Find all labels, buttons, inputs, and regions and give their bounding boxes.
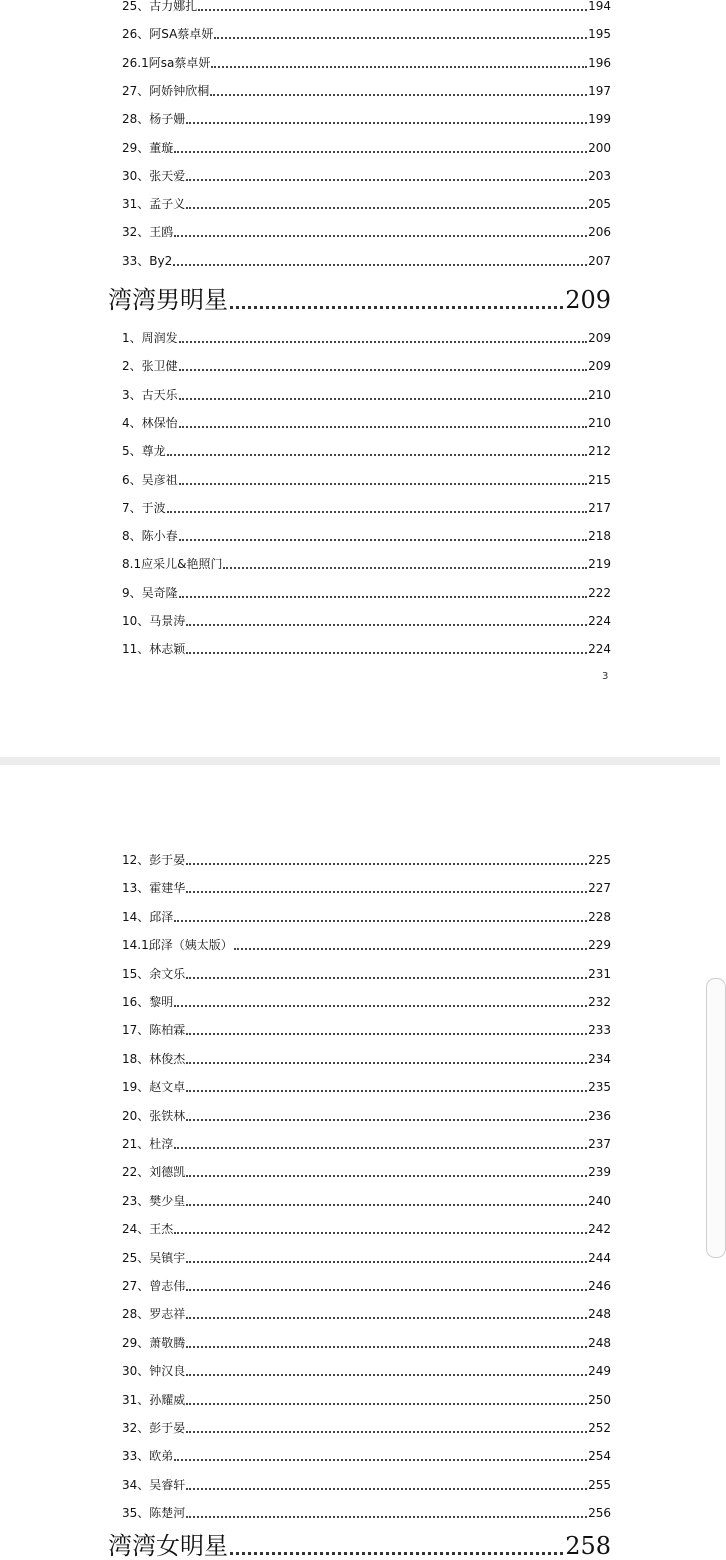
toc-entry-page: 200 [588,140,611,155]
document-page-4 [0,765,720,1540]
toc-heading-label: 湾湾男明星 [108,286,228,314]
toc-entry-page: 224 [588,614,611,628]
dot-leader [186,891,587,893]
toc-entry-label: 2、张卫健 [122,359,178,374]
toc-entry-label: 11、林志颖 [122,642,186,657]
toc-entry-page: 237 [588,1137,611,1151]
dot-leader [186,1317,587,1319]
toc-entry-page: 217 [588,500,611,515]
dot-leader [179,539,587,541]
toc-entry-label: 8.1应采儿&艳照门 [122,557,223,572]
toc-entry-page: 225 [588,853,611,867]
toc-entry[interactable] [122,1246,611,1266]
toc-entry[interactable] [122,249,611,269]
toc-entry-page: 227 [588,881,611,896]
toc-entry[interactable] [122,637,611,657]
toc-entry-page: 233 [588,1023,611,1038]
dot-leader [174,1232,587,1234]
toc-entry-page: 199 [588,112,611,127]
toc-entry-page: 239 [588,1165,611,1180]
toc-entry-page: 197 [588,83,611,98]
toc-heading-partial [0,1524,720,1560]
toc-entry[interactable] [122,1075,611,1095]
toc-entry[interactable] [122,383,611,403]
toc-entry-label: 26.1阿sa蔡卓妍 [122,55,211,70]
toc-entry-label: 21、杜淳 [122,1137,174,1151]
dot-leader [167,454,587,456]
dot-leader [223,567,587,569]
toc-entry-label: 7、于波 [122,500,166,515]
toc-entry-label: 10、马景涛 [122,614,186,628]
toc-entry-label: 33、By2 [122,253,173,268]
toc-heading-label: 湾湾女明星 [108,1532,228,1560]
toc-entry[interactable] [122,136,611,156]
dot-leader [198,9,587,11]
toc-entry-label: 4、林保怡 [122,415,178,430]
dot-leader [174,1459,587,1461]
dot-leader [186,624,587,626]
toc-entry-page: 236 [588,1108,611,1123]
toc-entry-label: 32、王鸥 [122,225,174,240]
toc-entry[interactable] [122,220,611,240]
toc-entry-label: 32、彭于晏 [122,1421,186,1435]
toc-entry-page: 248 [588,1335,611,1350]
toc-entry-label: 23、樊少皇 [122,1193,186,1208]
toc-heading-page: 209 [565,286,611,314]
scrollbar-thumb[interactable] [706,978,726,1258]
dot-leader [174,1005,587,1007]
toc-entry-label: 18、林俊杰 [122,1051,186,1066]
page-separator [0,757,720,765]
toc-entry-page: 210 [588,387,611,402]
toc-entry-label: 6、吴彦祖 [122,472,178,487]
toc-entry[interactable] [122,1331,611,1351]
dot-leader [186,179,587,181]
toc-entry-page: 206 [588,225,611,240]
toc-entry-label: 25、吴镇宇 [122,1250,186,1265]
toc-entry-page: 252 [588,1421,611,1435]
toc-entry-label: 13、霍建华 [122,881,186,896]
toc-entry-page: 232 [588,995,611,1009]
dot-leader [179,369,587,371]
dot-leader [186,1488,587,1490]
toc-entry[interactable] [122,439,611,459]
dot-leader [186,1403,587,1405]
toc-entry[interactable] [122,876,611,896]
dot-leader [186,1033,587,1035]
dot-leader [186,1346,587,1348]
toc-entry-label: 27、阿娇钟欣桐 [122,83,210,98]
toc-entry[interactable] [122,905,611,925]
dot-leader [179,341,587,343]
toc-entry-label: 9、吴奇隆 [122,585,178,600]
toc-entry-page: 228 [588,909,611,924]
toc-entry-label: 14、邱泽 [122,909,174,924]
toc-entry[interactable] [122,22,611,42]
toc-entry-label: 29、萧敬腾 [122,1335,186,1350]
toc-entry-page: 196 [588,55,611,70]
dot-leader [179,398,587,400]
toc-entry[interactable] [122,1189,611,1209]
toc-entry-page: 218 [588,529,611,544]
dot-leader [186,652,587,654]
toc-entry-label: 3、古天乐 [122,387,178,402]
dot-leader [186,1119,587,1121]
toc-entry-page: 254 [588,1449,611,1464]
toc-entry-label: 1、周润发 [122,331,178,345]
toc-entry-page: 255 [588,1477,611,1492]
toc-entry-label: 27、曾志伟 [122,1279,186,1293]
dot-leader [186,1261,587,1263]
dot-leader [186,863,587,865]
toc-entry-page: 212 [588,444,611,459]
dot-leader [230,1552,563,1555]
toc-entry[interactable] [122,1018,611,1038]
dot-leader [174,1147,587,1149]
toc-entry[interactable] [122,848,611,868]
toc-entry[interactable] [122,581,611,601]
toc-heading-page: 258 [565,1532,611,1560]
toc-entry-page: 195 [588,27,611,42]
toc-entry-page: 240 [588,1193,611,1208]
toc-entry[interactable] [122,524,611,544]
toc-entry-page: 235 [588,1080,611,1095]
toc-entry-page: 246 [588,1279,611,1293]
toc-entry-label: 31、孟子义 [122,197,186,212]
toc-entry-label: 31、孙耀威 [122,1392,186,1407]
dot-leader [174,235,587,237]
document-page-3 [0,0,720,757]
toc-entry[interactable] [122,933,611,953]
toc-entry[interactable] [122,1047,611,1067]
dot-leader [186,1374,587,1376]
toc-entry-label: 30、钟汉良 [122,1364,186,1379]
dot-leader [234,948,587,950]
toc-entry-label: 8、陈小春 [122,529,178,544]
toc-entry[interactable] [122,1160,611,1180]
toc-entry-page: 194 [588,0,611,13]
toc-entry-page: 222 [588,585,611,600]
toc-entry-page: 229 [588,938,611,953]
toc-entry[interactable] [122,1104,611,1124]
dot-leader [214,37,587,39]
dot-leader [186,207,587,209]
dot-leader [174,920,587,922]
toc-entry-page: 203 [588,168,611,183]
toc-entry-label: 29、董璇 [122,140,174,155]
toc-entry-page: 209 [588,331,611,345]
toc-entry-page: 215 [588,472,611,487]
dot-leader [173,264,587,266]
toc-entry[interactable] [122,1359,611,1379]
toc-entry-page: 242 [588,1222,611,1237]
toc-entry-page: 234 [588,1051,611,1066]
toc-entry-label: 16、黎明 [122,995,174,1009]
toc-entry-label: 22、刘德凯 [122,1165,186,1180]
toc-entry-label: 15、余文乐 [122,966,186,981]
toc-heading[interactable] [108,282,611,314]
toc-entry[interactable] [122,192,611,212]
dot-leader [186,122,587,124]
toc-entry-page: 205 [588,197,611,212]
dot-leader [186,1516,587,1518]
dot-leader [210,94,587,96]
toc-entry[interactable] [122,990,611,1010]
toc-entry[interactable] [122,79,611,99]
toc-entry-label: 26、阿SA蔡卓妍 [122,27,214,42]
toc-entry-page: 209 [588,359,611,374]
dot-leader [179,596,587,598]
toc-entry[interactable] [122,0,611,14]
toc-entry[interactable] [122,1132,611,1152]
toc-entry-label: 24、王杰 [122,1222,174,1237]
toc-entry[interactable] [122,1444,611,1464]
dot-leader [179,483,587,485]
dot-leader [186,1204,587,1206]
toc-entry-page: 224 [588,642,611,657]
toc-entry-page: 249 [588,1364,611,1379]
toc-entry-label: 33、欧弟 [122,1449,174,1464]
dot-leader [230,306,563,309]
toc-entry[interactable] [122,1217,611,1237]
toc-entry-label: 34、吴睿轩 [122,1477,186,1492]
dot-leader [211,66,587,68]
toc-entry-label: 19、赵文卓 [122,1080,186,1095]
toc-entry[interactable] [122,496,611,516]
toc-entry[interactable] [122,51,611,71]
toc-entry-label: 28、罗志祥 [122,1307,186,1322]
toc-entry[interactable] [122,411,611,431]
toc-entry[interactable] [122,354,611,374]
toc-entry[interactable] [122,1388,611,1408]
toc-entry[interactable] [122,1473,611,1493]
toc-entry[interactable] [122,1302,611,1322]
toc-entry-page: 219 [588,557,611,572]
dot-leader [186,1175,587,1177]
dot-leader [179,426,587,428]
page-number: 3 [602,671,609,682]
toc-entry-label: 14.1邱泽（姨太版） [122,938,233,953]
dot-leader [174,151,587,153]
toc-entry[interactable] [122,468,611,488]
dot-leader [186,1062,587,1064]
dot-leader [186,1090,587,1092]
toc-entry-label: 28、杨子姗 [122,112,186,127]
toc-entry[interactable] [122,1416,611,1436]
toc-entry[interactable] [122,164,611,184]
dot-leader [167,511,587,513]
toc-entry[interactable] [122,326,611,346]
toc-entry-page: 248 [588,1307,611,1322]
toc-entry-page: 244 [588,1250,611,1265]
toc-entry-label: 30、张天爱 [122,168,186,183]
toc-entry-page: 207 [588,253,611,268]
toc-entry-label: 25、古力娜扎 [122,0,198,13]
dot-leader [186,977,587,979]
toc-entry-page: 250 [588,1392,611,1407]
dot-leader [186,1431,587,1433]
toc-entry-page: 231 [588,966,611,981]
toc-entry[interactable] [122,609,611,629]
toc-entry[interactable] [122,107,611,127]
toc-entry[interactable] [122,962,611,982]
dot-leader [186,1289,587,1291]
toc-entry-label: 20、张铁林 [122,1108,186,1123]
toc-entry-label: 12、彭于晏 [122,853,186,867]
toc-entry-label: 17、陈柏霖 [122,1023,186,1038]
toc-entry[interactable] [122,552,611,572]
toc-heading[interactable] [108,1528,611,1560]
toc-entry-page: 256 [588,1506,611,1521]
toc-entry-label: 35、陈楚河 [122,1506,186,1521]
toc-entry-label: 5、尊龙 [122,444,166,459]
toc-entry[interactable] [122,1274,611,1294]
toc-entry[interactable] [122,1501,611,1521]
toc-entry-page: 210 [588,415,611,430]
